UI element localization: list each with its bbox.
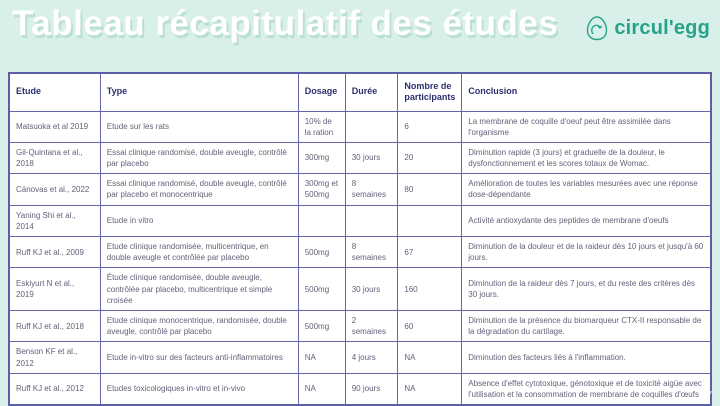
table-cell-etude: Cánovas et al., 2022 <box>9 174 100 205</box>
egg-recycle-icon <box>584 13 612 43</box>
table-cell-dosage: 500mg <box>298 268 345 311</box>
table-cell-duree: 30 jours <box>345 142 398 173</box>
column-header: Nombre de participants <box>398 73 462 111</box>
table-cell-participants <box>398 205 462 236</box>
column-header: Conclusion <box>462 73 711 111</box>
table-row <box>9 237 711 268</box>
page-number: 17 <box>700 390 712 401</box>
table-cell-type: Etude clinique randomisée, multicentrique, en double aveugle et contrôlée par placebo <box>100 237 298 268</box>
table-header <box>9 73 711 111</box>
table-cell-dosage: 300mg <box>298 142 345 173</box>
table-cell-etude: Ruff KJ et al., 2018 <box>9 310 100 341</box>
column-header: Dosage <box>298 73 345 111</box>
table-cell-duree <box>345 111 398 142</box>
table-cell-type: Etudes toxicologiques in-vitro et in-vivo <box>100 373 298 405</box>
table-cell-type: Essai clinique randomisé, double aveugle, contrôlé par placebo <box>100 142 298 173</box>
table-cell-conclusion: Activité antioxydante des peptides de membrane d'oeufs <box>462 205 711 236</box>
table-cell-conclusion: Diminution rapide (3 jours) et graduelle de la douleur, le dysfonctionnement et les scores totaux de Womac. <box>462 142 711 173</box>
table-cell-participants: 20 <box>398 142 462 173</box>
table-cell-conclusion: Absence d'effet cytotoxique, génotoxique et de toxicité aigüe avec l'utilisation et la consommation de membrane de coquilles d'œufs <box>462 373 711 405</box>
table-cell-dosage <box>298 205 345 236</box>
column-header: Type <box>100 73 298 111</box>
table-cell-etude: Benson KF et al., 2012 <box>9 342 100 373</box>
table-cell-etude: Ruff KJ et al., 2009 <box>9 237 100 268</box>
logo-wordmark: circul'egg <box>614 16 710 39</box>
studies-summary-table <box>8 72 712 406</box>
table-row <box>9 268 711 311</box>
table-cell-conclusion: Diminution de la douleur et de la raideur dès 10 jours et jusqu'à 60 jours. <box>462 237 711 268</box>
table-cell-type: Étude clinique randomisée, double aveugle, contrôlée par placebo, multicentrique et simple croisée <box>100 268 298 311</box>
table-cell-etude: Ruff KJ et al., 2012 <box>9 373 100 405</box>
table-cell-participants: 80 <box>398 174 462 205</box>
table-cell-participants: 160 <box>398 268 462 311</box>
table-cell-etude: Matsuoka et al 2019 <box>9 111 100 142</box>
table-cell-duree: 30 jours <box>345 268 398 311</box>
table-row <box>9 310 711 341</box>
column-header: Etude <box>9 73 100 111</box>
table-cell-participants: NA <box>398 373 462 405</box>
page-title: Tableau récapitulatif des études <box>12 4 559 43</box>
table-body <box>9 111 711 405</box>
table-row <box>9 142 711 173</box>
table-cell-type: Etude sur les rats <box>100 111 298 142</box>
table-cell-duree: 90 jours <box>345 373 398 405</box>
table-cell-dosage: 10% de la ration <box>298 111 345 142</box>
table-cell-type: Etude in vitro <box>100 205 298 236</box>
table-row <box>9 205 711 236</box>
table-cell-conclusion: Diminution de la raideur dès 7 jours, et du reste des critères dès 30 jours. <box>462 268 711 311</box>
table-cell-type: Etude clinique monocentrique, randomisée, double aveugle, contrôlé par placebo <box>100 310 298 341</box>
table-cell-duree: 4 jours <box>345 342 398 373</box>
table-row <box>9 174 711 205</box>
table-cell-conclusion: La membrane de coquille d'oeuf peut être assimilée dans l'organisme <box>462 111 711 142</box>
table-header-row <box>9 73 711 111</box>
studies-table-container <box>8 72 712 406</box>
table-cell-dosage: 300mg et 500mg <box>298 174 345 205</box>
table-cell-conclusion: Amélioration de toutes les variables mesurées avec une réponse dose-dépendante <box>462 174 711 205</box>
table-cell-type: Etude in-vitro sur des facteurs anti-inflammatoires <box>100 342 298 373</box>
table-cell-participants: 67 <box>398 237 462 268</box>
table-row <box>9 111 711 142</box>
circulegg-logo <box>584 13 710 43</box>
table-cell-participants: NA <box>398 342 462 373</box>
table-cell-etude: Yaning Shi et al., 2014 <box>9 205 100 236</box>
table-row <box>9 342 711 373</box>
table-cell-duree: 8 semaines <box>345 237 398 268</box>
table-cell-conclusion: Diminution de la présence du biomarqueur CTX-II responsable de la dégradation du cartilage. <box>462 310 711 341</box>
table-cell-dosage: 500mg <box>298 237 345 268</box>
table-cell-duree: 2 semaines <box>345 310 398 341</box>
table-cell-conclusion: Diminution des facteurs liés à l'inflammation. <box>462 342 711 373</box>
table-cell-duree: 8 semaines <box>345 174 398 205</box>
table-cell-etude: Eskiyurt N et al., 2019 <box>9 268 100 311</box>
table-cell-duree <box>345 205 398 236</box>
table-cell-dosage: NA <box>298 373 345 405</box>
table-cell-participants: 60 <box>398 310 462 341</box>
table-row <box>9 373 711 405</box>
table-cell-dosage: 500mg <box>298 310 345 341</box>
table-cell-participants: 6 <box>398 111 462 142</box>
table-cell-type: Essai clinique randomisé, double aveugle, contrôlé par placebo et monocentrique <box>100 174 298 205</box>
column-header: Durée <box>345 73 398 111</box>
table-cell-dosage: NA <box>298 342 345 373</box>
table-cell-etude: Gil-Quintana et al., 2018 <box>9 142 100 173</box>
